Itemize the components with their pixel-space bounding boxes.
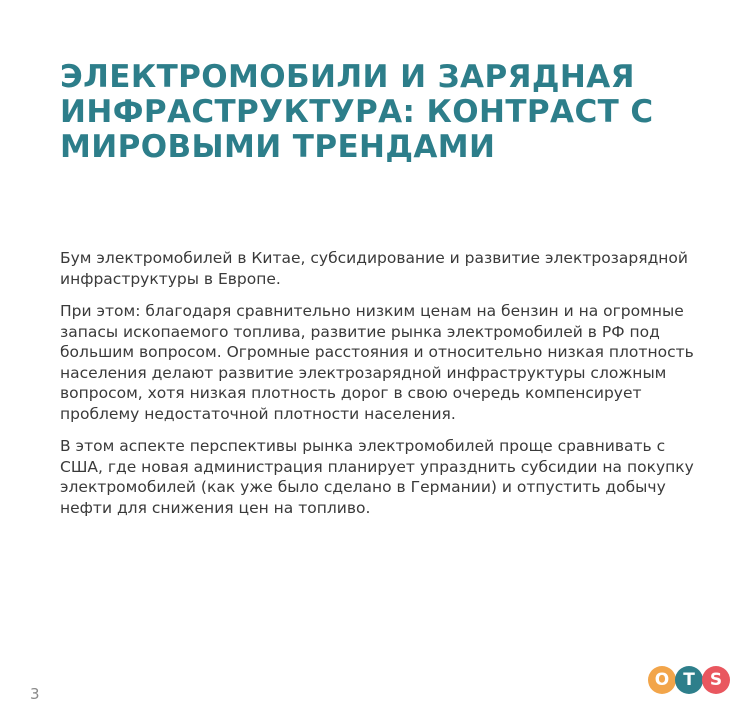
logo-circle-t: T [675,666,703,694]
logo-circle-s: S [702,666,730,694]
ots-logo [648,666,732,694]
paragraph-2: При этом: благодаря сравнительно низким ценам на бензин и на огромные запасы ископаемого топлива, развитие рынка электромобилей в РФ под большим вопросом. Огромные расстояния и относительно низкая плотность населения делают развитие электрозарядной инфраструктуры сложным вопросом, хотя низкая плотность дорог в свою очередь компенсирует проблему недостаточной плотности населения. [60,302,694,423]
paragraph-1: Бум электромобилей в Китае, субсидирование и развитие электрозарядной инфраструктуры в Европе. [60,249,688,288]
logo-circle-o: O [648,666,676,694]
page-number: 3 [30,685,40,703]
slide-title: ЭЛЕКТРОМОБИЛИ И ЗАРЯДНАЯ ИНФРАСТРУКТУРА: КОНТРАСТ С МИРОВЫМИ ТРЕНДАМИ [60,59,654,165]
paragraph-3: В этом аспекте перспективы рынка электромобилей проще сравнивать с США, где новая администрация планирует упразднить субсидии на покупку электромобилей (как уже было сделано в Германии) и отпустить добычу нефти для снижения цен на топливо. [60,437,694,517]
slide-body [60,248,700,530]
